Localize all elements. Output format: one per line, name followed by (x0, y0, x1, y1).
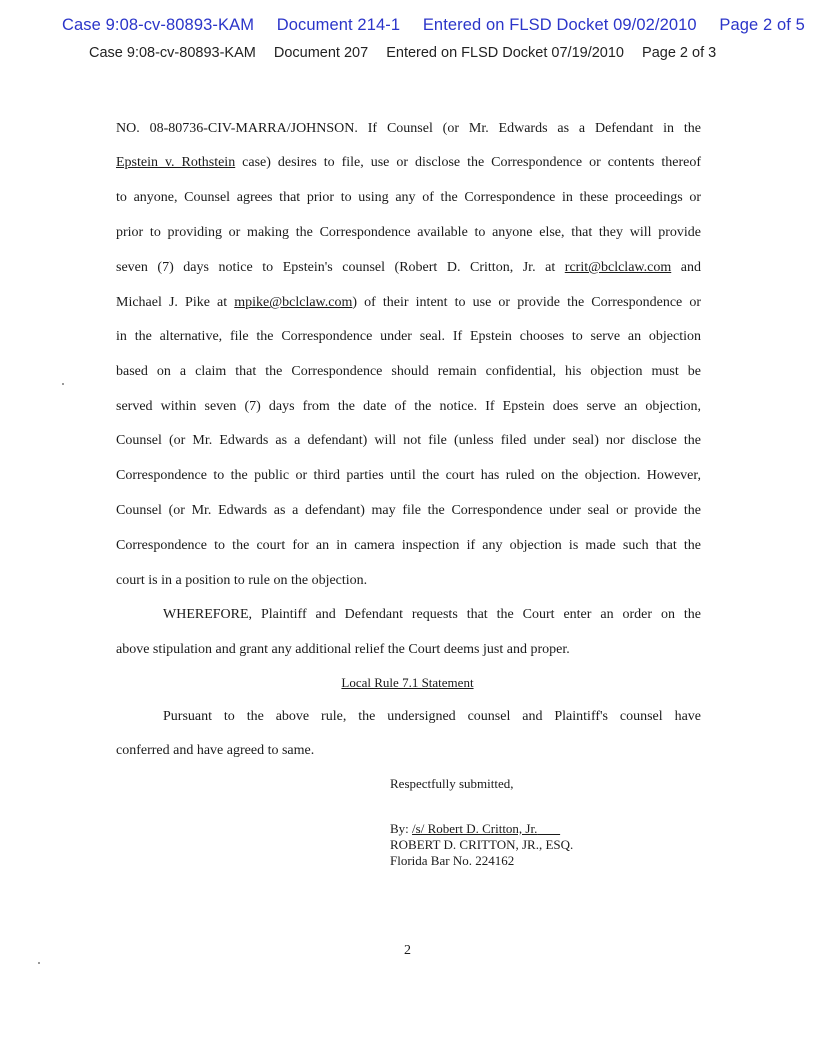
original-docket-header (89, 45, 716, 61)
docket-stamp-header (62, 16, 805, 35)
page-number: 2 (404, 943, 411, 958)
scan-speck (38, 962, 40, 964)
signer-name: ROBERT D. CRITTON, JR., ESQ. (390, 837, 574, 852)
original-entered-date: Entered on FLSD Docket 07/19/2010 (386, 45, 624, 61)
text-line: based on a claim that the Correspondence should remain confidential, his objection must be (116, 364, 701, 379)
scan-speck (62, 383, 64, 385)
stamp-page-count: Page 2 of 5 (719, 16, 805, 34)
text-line: prior to providing or making the Correspondence available to anyone else, that they will provide (116, 225, 701, 240)
text-line: court is in a position to rule on the objection. (116, 573, 368, 588)
original-case-number: Case 9:08-cv-80893-KAM (89, 45, 256, 61)
bar-number: Florida Bar No. 224162 (390, 853, 515, 868)
text-line: WHEREFORE, Plaintiff and Defendant requests that the Court enter an order on the (163, 607, 701, 622)
text-line: Counsel (or Mr. Edwards as a defendant) will not file (unless filed under seal) nor disclose the (116, 433, 701, 448)
case-name-underlined: Epstein v. Rothstein (116, 155, 236, 170)
text-line: NO. 08-80736-CIV-MARRA/JOHNSON. If Counsel (or Mr. Edwards as a Defendant in the (116, 121, 701, 136)
signature-line: By: /s/ Robert D. Critton, Jr. (390, 821, 538, 836)
stamp-case-number: Case 9:08-cv-80893-KAM (62, 16, 255, 34)
email-link-critton[interactable]: rcrit@bclclaw.com (564, 260, 672, 275)
email-link-pike[interactable]: mpike@bclclaw.com (234, 295, 353, 310)
stamp-document-number: Document 214-1 (276, 16, 401, 34)
electronic-signature: /s/ Robert D. Critton, Jr. (412, 821, 538, 836)
text-line: to anyone, Counsel agrees that prior to using any of the Correspondence in these proceedings or (116, 190, 701, 205)
original-document-number: Document 207 (273, 45, 369, 61)
original-page-count: Page 2 of 3 (642, 45, 717, 61)
text-line: in the alternative, file the Correspondence under seal. If Epstein chooses to serve an objection (116, 329, 701, 344)
text-line: Michael J. Pike at mpike@bclclaw.com) of their intent to use or provide the Correspondence or (116, 295, 702, 310)
closing-text: Respectfully submitted, (390, 776, 514, 791)
text-line: served within seven (7) days from the date of the notice. If Epstein does serve an objection, (116, 399, 701, 414)
text-line: Counsel (or Mr. Edwards as a defendant) may file the Correspondence under seal or provide the (116, 503, 701, 518)
text-line: seven (7) days notice to Epstein's counsel (Robert D. Critton, Jr. at rcrit@bclclaw.com and (116, 260, 701, 275)
stamp-entered-date: Entered on FLSD Docket 09/02/2010 (422, 16, 697, 34)
text-line: Correspondence to the public or third parties until the court has ruled on the objection. However, (116, 468, 701, 483)
section-heading: Local Rule 7.1 Statement (341, 675, 474, 690)
text-line: Epstein v. Rothstein case) desires to file, use or disclose the Correspondence or contents thereof (116, 155, 701, 170)
text-line: above stipulation and grant any additional relief the Court deems just and proper. (116, 642, 570, 657)
text-line: Pursuant to the above rule, the undersigned counsel and Plaintiff's counsel have (163, 709, 701, 724)
text-line: Correspondence to the court for an in camera inspection if any objection is made such that the (116, 538, 701, 553)
text-line: conferred and have agreed to same. (116, 743, 315, 758)
